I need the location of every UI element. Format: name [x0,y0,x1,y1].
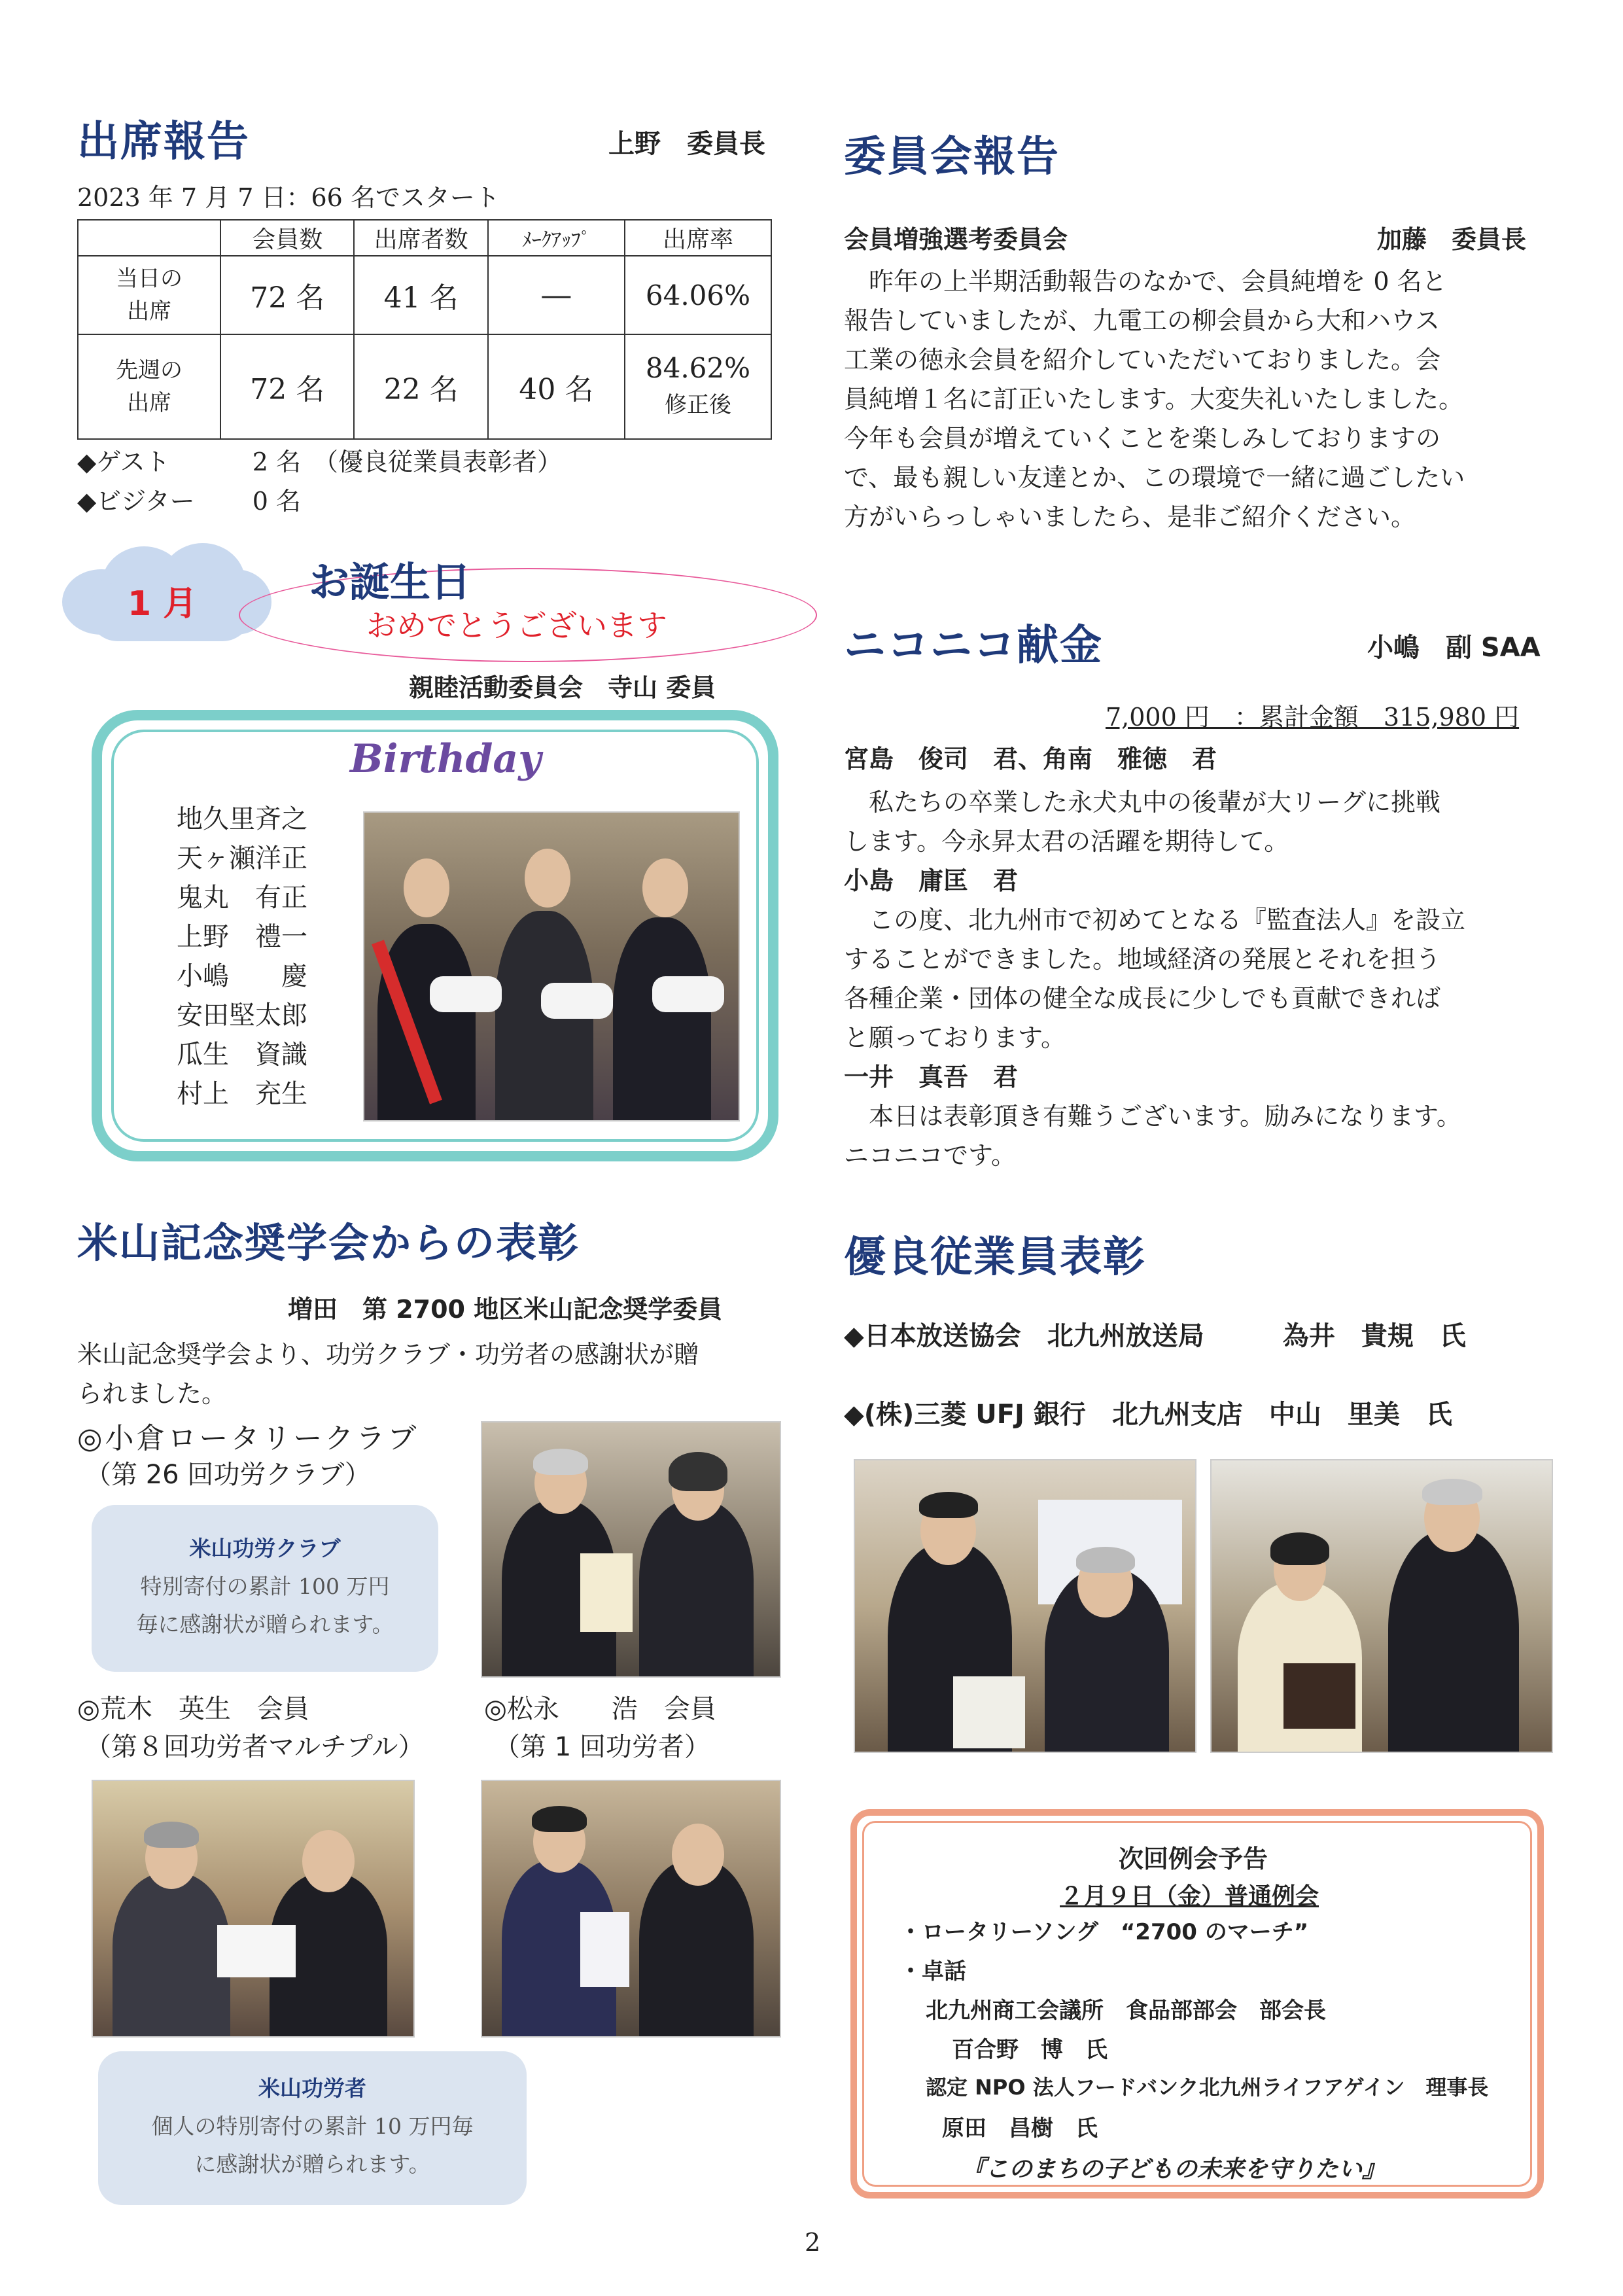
speaker-2-org: 認定 NPO 法人フードバンク北九州ライフアゲイン 理事長 [926,2075,1489,2100]
member-2-photo [481,1780,781,2038]
birthday-name: 安田堅太郎 [177,1000,307,1031]
birthday-photo [363,811,740,1122]
employee-award-title: 優良従業員表彰 [844,1233,1146,1282]
info-box-line: 毎に感謝状が贈られます。 [136,1612,394,1637]
speaker-1-name: 百合野 博 氏 [952,2037,1108,2063]
next-meeting-title: 次回例会予告 [1119,1845,1268,1873]
paragraph-line: 員純増１名に訂正いたします。大変失礼いたしました。 [844,385,1463,414]
nikoniko-name: 小島 庸匡 君 [844,866,1019,895]
birthday-name: 小嶋 慶 [177,961,307,991]
page-number: 2 [805,2228,821,2257]
birthday-names [177,800,307,1114]
col-header-attendees: 出席者数 [354,220,487,256]
birthday-committee: 親睦活動委員会 寺山 委員 [409,673,716,702]
attendance-start-line: 2023 年 7 月 7 日：66 名でスタート [77,183,500,212]
cloud-badge [62,543,271,641]
paragraph-line: 報告していましたが、九電工の柳会員から大和ハウス [844,306,1440,335]
birthday-name: 地久里斉之 [177,804,307,834]
award-photo-2 [1210,1459,1553,1753]
table-row [78,256,771,334]
attendance-table [77,219,772,440]
attendance-reporter: 上野 委員長 [608,129,765,159]
col-header-members: 会員数 [220,220,354,256]
birthday-name: 村上 充生 [177,1079,307,1109]
visitor-line: ◆ビジター 0 名 [77,487,302,516]
cell-rate: 64.06% [625,256,771,334]
nikoniko-line: することができました。地域経済の発展とそれを担う [844,945,1441,974]
nikoniko-line: ニコニコです。 [844,1141,1016,1170]
info-box-line: に感謝状が贈られます。 [194,2151,430,2177]
paragraph-line: で、最も親しい友達とか、この環境で一緒に過ごしたい [844,463,1465,492]
committee-paragraph [844,262,1465,537]
speaker-1-org: 北九州商工会議所 食品部部会 部会長 [926,1998,1326,2024]
nikoniko-name: 一井 真吾 君 [844,1063,1019,1091]
yoneyama-intro-2: られました。 [77,1379,227,1408]
member-1-photo [92,1780,415,2038]
info-box-title: 米山功労者 [258,2075,366,2101]
award-entry: ◆(株)三菱 UFJ 銀行 北九州支店 中山 里美 氏 [844,1400,1452,1430]
committee-reporter: 加藤 委員長 [1377,225,1527,254]
yoneyama-reporter: 増田 第 2700 地区米山記念奨学委員 [288,1295,723,1324]
cell-attendees: 41 名 [354,256,487,334]
nikoniko-line: します。今永昇太君の活躍を期待して。 [844,827,1289,856]
birthday-name: 上野 禮一 [177,922,307,952]
info-box-line: 特別寄付の累計 100 万円 [140,1574,390,1599]
info-box-line: 個人の特別寄付の累計 10 万円毎 [151,2113,474,2139]
nikoniko-line: 本日は表彰頂き有難うございます。励みになります。 [844,1102,1461,1131]
talk-title: 『このまちの子どもの未来を守りたい』 [962,2156,1386,2183]
committee-name: 会員増強選考委員会 [844,225,1068,254]
col-header-rate: 出席率 [625,220,771,256]
cell-rate [625,334,771,439]
next-meeting-song: ・ロータリーソング “2700 のマーチ” [899,1919,1309,1945]
paragraph-line: 昨年の上半期活動報告のなかで、会員純増を 0 名と [844,267,1447,296]
member-1-line-2: （第８回功労者マルチプル） [85,1732,425,1762]
nikoniko-total: 7,000 円 ：累計金額 315,980 円 [1106,703,1520,732]
birthday-script-label: Birthday [350,736,542,782]
birthday-name: 瓜生 資識 [177,1040,307,1070]
speaker-2-name: 原田 昌樹 氏 [942,2115,1098,2142]
award-entry: ◆日本放送協会 北九州放送局 為井 貴規 氏 [844,1321,1466,1351]
nikoniko-line: この度、北九州市で初めてとなる『監査法人』を設立 [844,906,1466,934]
rate-note: 修正後 [664,392,731,418]
nikoniko-line: と願っております。 [844,1023,1066,1052]
paragraph-line: 方がいらっしゃいましたら、是非ご紹介ください。 [844,503,1416,531]
row-label: 先週の 出席 [78,334,220,439]
rate-value: 84.62% [645,352,751,384]
yoneyama-club-photo [481,1421,781,1678]
member-1-line-1: ◎荒木 英生 会員 [77,1694,309,1724]
nikoniko-name: 宮島 俊司 君、角南 雅徳 君 [844,745,1217,773]
yoneyama-title: 米山記念奨学会からの表彰 [77,1219,580,1267]
yoneyama-intro-1: 米山記念奨学会より、功労クラブ・功労者の感謝状が贈 [77,1340,699,1369]
next-meeting-talk-label: ・卓話 [899,1958,966,1985]
birthday-subtitle: おめでとうございます [366,608,667,643]
award-photo-1 [854,1459,1196,1753]
paragraph-line: 工業の徳永会員を紹介していただいておりました。会 [844,345,1441,374]
nikoniko-line: 私たちの卒業した永犬丸中の後輩が大リーグに挑戦 [844,788,1441,817]
info-box-member [98,2051,527,2205]
birthday-month: 1 月 [128,584,198,624]
cell-members: 72 名 [220,334,354,439]
nikoniko-reporter: 小嶋 副 SAA [1367,633,1541,663]
cell-members: 72 名 [220,256,354,334]
info-box-club [92,1505,438,1672]
member-2-line-2: （第 1 回功労者） [494,1732,710,1762]
next-meeting-date: ２月９日（金）普通例会 [1060,1883,1319,1910]
cell-makeup: 40 名 [488,334,625,439]
cell-attendees: 22 名 [354,334,487,439]
birthday-name: 鬼丸 有正 [177,883,307,913]
birthday-title: お誕生日 [309,558,472,606]
nikoniko-entries [844,739,1563,1175]
col-header-makeup: ﾒｰｸｱｯﾌﾟ [488,220,625,256]
birthday-name: 天ヶ瀬洋正 [177,843,307,874]
committee-report-title: 委員会報告 [844,133,1060,181]
club-line-2: （第 26 回功労クラブ） [85,1460,371,1490]
nikoniko-title: ニコニコ献金 [844,622,1103,670]
member-2-line-1: ◎松永 浩 会員 [484,1694,716,1724]
guest-line: ◆ゲスト 2 名 （優良従業員表彰者） [77,448,563,476]
table-row [78,334,771,439]
nikoniko-line: 各種企業・団体の健全な成長に少しでも貢献できれば [844,984,1441,1013]
row-label: 当日の 出席 [78,256,220,334]
paragraph-line: 今年も会員が増えていくことを楽しみしておりますの [844,424,1441,453]
info-box-title: 米山功労クラブ [189,1536,341,1561]
cell-makeup: ― [488,256,625,334]
club-line-1: ◎小倉ロータリークラブ [77,1422,419,1455]
attendance-title: 出席報告 [77,118,250,166]
